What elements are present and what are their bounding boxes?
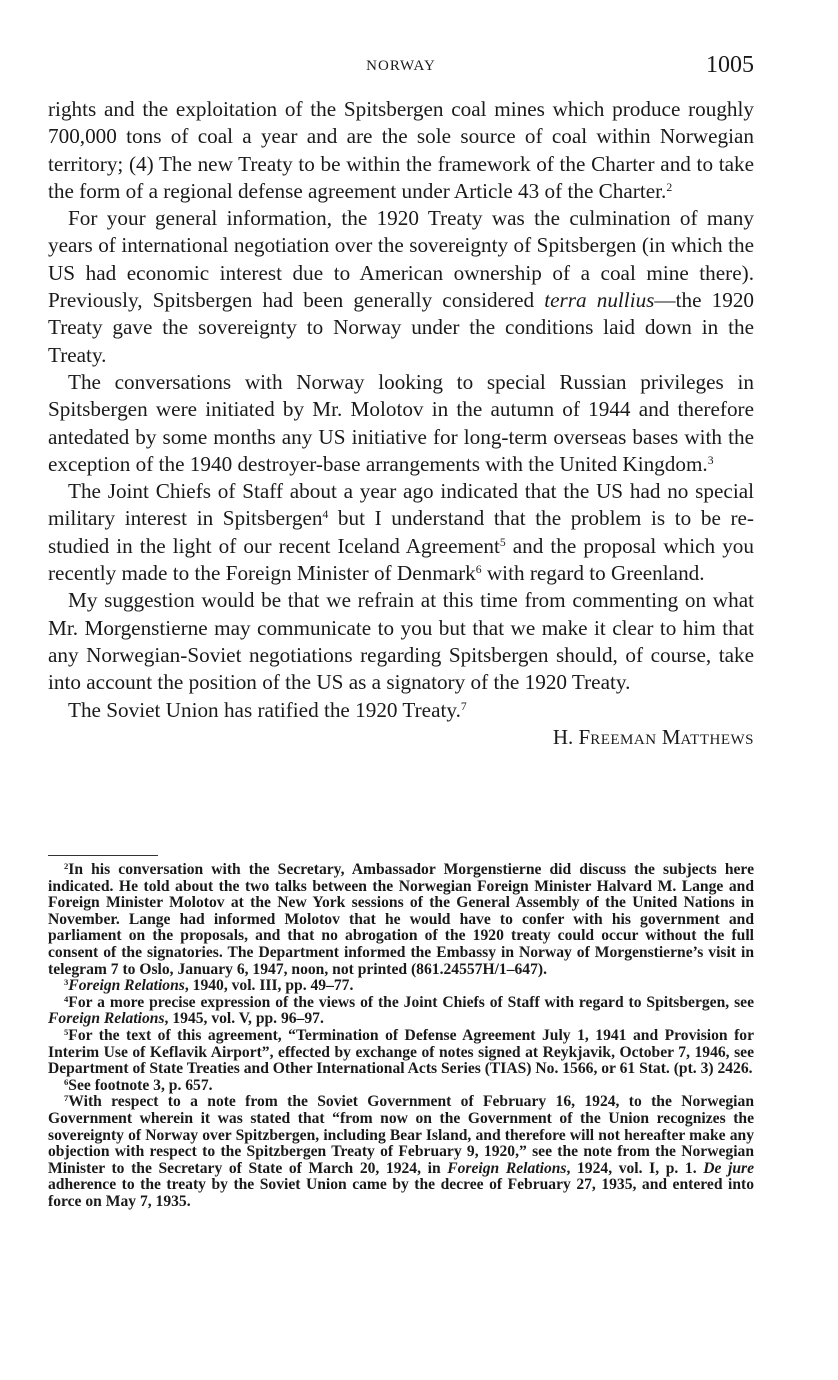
- footnote-6-number: 6: [64, 1076, 69, 1087]
- footnote-ref-6: 6: [475, 563, 482, 577]
- paragraph-4: [48, 478, 754, 587]
- footnote-5: [48, 1028, 754, 1078]
- footnote-2-number: 2: [64, 860, 69, 871]
- paragraph-1-text: rights and the exploitation of the Spitsbergen coal mines which produce roughly 700,000 tons of coal a year and are the sole source of coal within Norwegian territory; (4) The new Treaty to be within the framework of the Charter and to take the form of a regional defense agreement under Article 43 of the Charter.: [48, 97, 754, 203]
- footnote-7-italic-2: De jure: [703, 1159, 754, 1177]
- footnote-ref-7: 7: [460, 699, 467, 713]
- footnote-ref-4: 4: [322, 508, 329, 522]
- footnote-divider: [48, 855, 158, 856]
- paragraph-5-text: My suggestion would be that we refrain at this time from commenting on what Mr. Morgenstierne may communicate to you but that we make it clear to him that any Norwegian-Soviet negotiations regarding Spitsbergen should, of course, take into account the position of the US as a signatory of the 1920 Treaty.: [48, 588, 754, 695]
- footnote-5-text: For the text of this agreement, “Termination of Defense Agreement July 1, 1941 and Provision for Interim Use of Keflavik Airport”, effected by exchange of notes signed at Reykjavik, October 7, 1946, see Department of State Treaties and Other International Acts Series (TIAS) No. 1566, or 61 Stat. (pt. 3) 2426.: [48, 1026, 754, 1078]
- paragraph-4-text-b: but I understand that the problem is to be re-studied in the light of our recent Iceland Agreement: [48, 506, 754, 558]
- signature-last-initial: M: [656, 724, 681, 749]
- footnote-7-text-c: adherence to the treaty by the Soviet Union came by the decree of February 27, 1935, and entered into force on May 7, 1935.: [48, 1176, 754, 1210]
- footnote-4-text: For a more precise expression of the views of the Joint Chiefs of Staff with regard to Spitsbergen, see: [68, 993, 754, 1011]
- footnote-7-italic-1: Foreign Relations: [447, 1159, 567, 1177]
- footnote-7: [48, 1094, 754, 1210]
- footnote-3: [48, 978, 754, 995]
- body-text: [48, 96, 754, 754]
- footnote-4: [48, 995, 754, 1028]
- footnote-4-text-end: , 1945, vol. V, pp. 96–97.: [164, 1010, 324, 1028]
- footnote-3-italic: Foreign Relations: [68, 977, 185, 995]
- paragraph-2-text-end: —the 1920 Treaty gave the sovereignty to Norway under the conditions laid down in the Treaty.: [48, 288, 755, 367]
- footnote-4-number: 4: [64, 993, 69, 1004]
- footnote-3-number: 3: [64, 977, 69, 988]
- footnote-3-text: , 1940, vol. III, pp. 49–77.: [184, 977, 354, 995]
- footnote-2: [48, 862, 754, 978]
- paragraph-5: [48, 587, 754, 696]
- paragraph-4-text-a: The Joint Chiefs of Staff about a year ago indicated that the US had no special military interest in Spitsbergen: [48, 479, 754, 531]
- paragraph-3: [48, 369, 754, 478]
- footnote-2-text: In his conversation with the Secretary, Ambassador Morgenstierne did discuss the subjects here indicated. He told about the two talks between the Norwegian Foreign Minister Halvard M. Lange and Foreign Minister Molotov at the New York sessions of the General Assembly of the United Nations in November. Lange had informed Molotov that he would have to confer with his government and parliament on the proposals, and that no abrogation of the 1920 treaty could occur without the full consent of the signatories. The Department informed the Embassy in Norway of Morgenstierne’s visit in telegram 7 to Oslo, January 6, 1947, noon, not printed (861.24557H/1–647).: [48, 861, 754, 978]
- page-number: 1005: [706, 52, 754, 78]
- footnotes: [48, 862, 754, 1210]
- signature-first-rest: REEMAN: [590, 731, 657, 748]
- paragraph-6-text: The Soviet Union has ratified the 1920 Treaty.: [68, 697, 461, 722]
- footnote-4-italic: Foreign Relations: [48, 1010, 165, 1028]
- footnote-6-text: See footnote 3, p. 657.: [68, 1076, 213, 1094]
- signature: [48, 724, 754, 754]
- footnote-7-text-a: With respect to a note from the Soviet Government of February 16, 1924, to the Norwegian Government wherein it was stated that “from now on the Government of the Union recognizes the sovereignty of Norway over Spitzbergen, including Bear Island, and therefore will not hereafter make any objection with respect to the Spitzbergen Treaty of February 9, 1920,” see the note from the Norwegian Minister to the Secretary of State of March 20, 1924, in: [48, 1093, 754, 1177]
- signature-first-initials: H. F: [552, 724, 591, 749]
- footnote-ref-5: 5: [499, 535, 506, 549]
- footnote-ref-2: 2: [666, 180, 673, 194]
- paragraph-2: [48, 205, 754, 369]
- paragraph-4-text-c: and the proposal which you recently made to the Foreign Minister of Denmark: [48, 533, 754, 586]
- paragraph-1: [48, 96, 754, 205]
- running-title: NORWAY: [366, 58, 436, 74]
- paragraph-3-text: The conversations with Norway looking to special Russian privileges in Spitsbergen were initiated by Mr. Molotov in the autumn of 1944 and therefore antedated by some months any US initiative for long-term overseas bases with the exception of the 1940 destroyer-base arrangements with the United Kingdom.: [48, 369, 754, 476]
- signature-last-rest: ATTHEWS: [680, 731, 754, 748]
- footnote-6: [48, 1078, 754, 1095]
- footnote-ref-3: 3: [707, 453, 714, 467]
- paragraph-4-text-d: with regard to Greenland.: [481, 561, 705, 586]
- paragraph-6: [48, 697, 754, 724]
- paragraph-2-text: For your general information, the 1920 Treaty was the culmination of many years of international negotiation over the sovereignty of Spitsbergen (in which the US had economic interest due to American ownership of a coal mine there). Previously, Spitsbergen had been generally considered: [48, 206, 754, 313]
- running-head: [48, 52, 754, 84]
- paragraph-2-italic: terra nullius: [544, 288, 655, 313]
- footnote-7-number: 7: [64, 1093, 69, 1104]
- footnote-5-number: 5: [64, 1026, 69, 1037]
- footnote-7-text-b: , 1924, vol. I, p. 1.: [566, 1159, 704, 1177]
